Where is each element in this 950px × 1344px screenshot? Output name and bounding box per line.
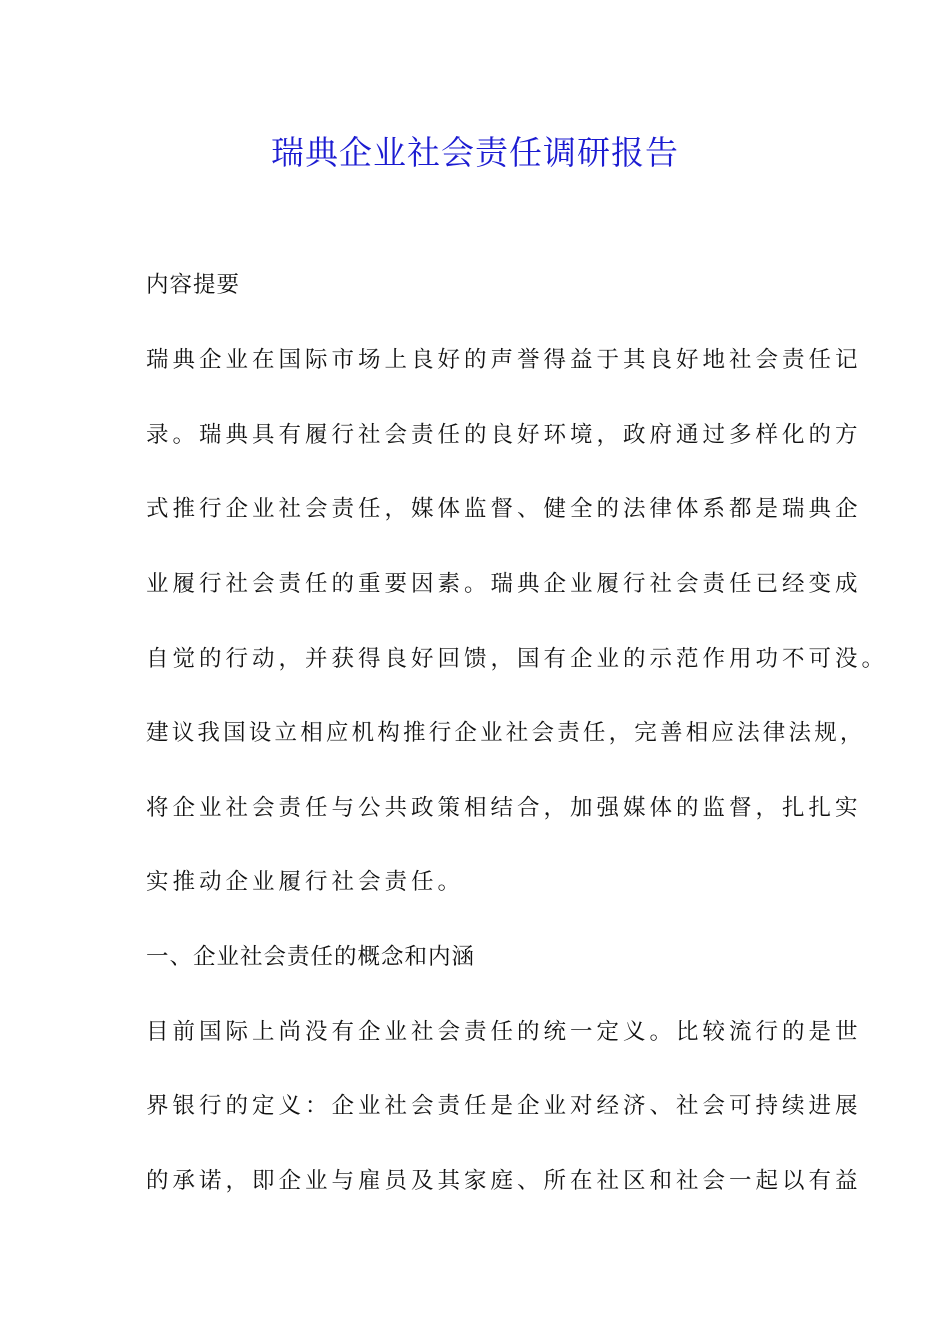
paragraph-line: 自觉的行动，并获得良好回馈，国有企业的示范作用功不可没。 — [146, 646, 889, 672]
paragraph-line: 式推行企业社会责任，媒体监督、健全的法律体系都是瑞典企 — [146, 496, 862, 522]
paragraph-line: 将企业社会责任与公共政策相结合，加强媒体的监督，扎扎实 — [146, 795, 862, 821]
paragraph-line: 业履行社会责任的重要因素。瑞典企业履行社会责任已经变成 — [146, 571, 862, 597]
paragraph-line: 界银行的定义：企业社会责任是企业对经济、社会可持续进展 — [146, 1093, 862, 1119]
paragraph-line: 实推动企业履行社会责任。 — [146, 869, 465, 895]
paragraph-line: 目前国际上尚没有企业社会责任的统一定义。比较流行的是世 — [146, 1019, 862, 1045]
paragraph-line: 录。瑞典具有履行社会责任的良好环境，政府通过多样化的方 — [146, 422, 862, 448]
paragraph-line: 瑞典企业在国际市场上良好的声誉得益于其良好地社会责任记 — [146, 347, 862, 373]
summary-heading: 内容提要 — [146, 272, 241, 298]
document-title: 瑞典企业社会责任调研报告 — [271, 133, 679, 172]
paragraph-line: 建议我国设立相应机构推行企业社会责任，完善相应法律法规， — [146, 720, 866, 746]
section-heading: 一、企业社会责任的概念和内涵 — [146, 944, 476, 970]
paragraph-line: 的承诺，即企业与雇员及其家庭、所在社区和社会一起以有益 — [146, 1168, 862, 1194]
